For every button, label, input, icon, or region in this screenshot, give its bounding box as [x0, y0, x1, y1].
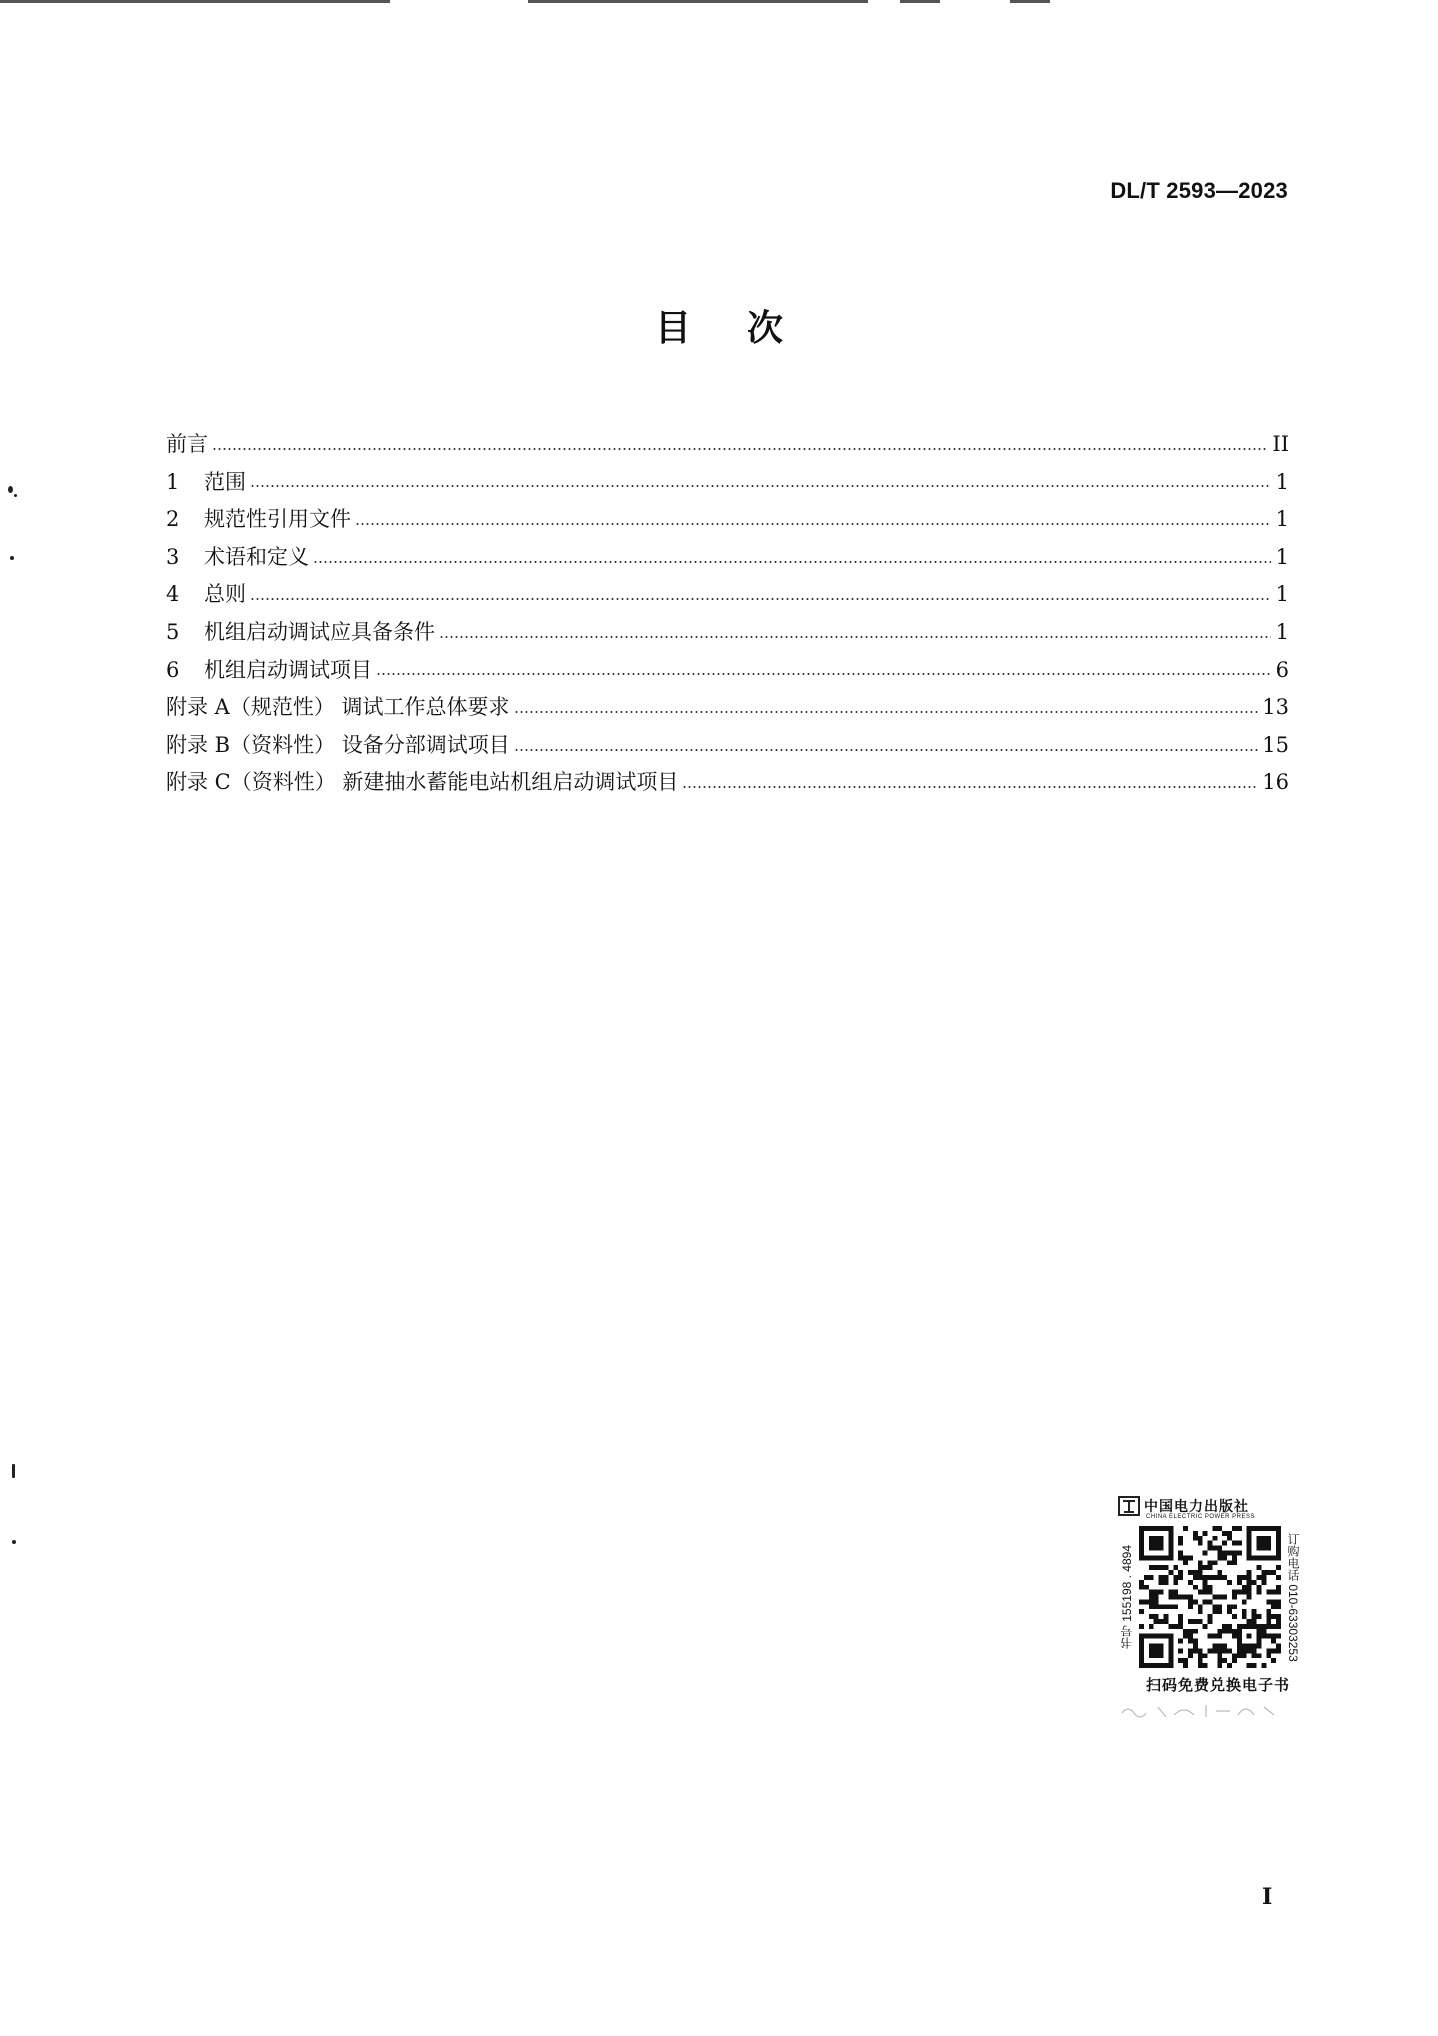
publisher-logo	[1118, 1496, 1318, 1516]
publisher-name: 中国电力出版社	[1144, 1499, 1249, 1515]
toc-entry-label: 机组启动调试应具备条件	[204, 619, 435, 644]
scan-artifact-line	[0, 0, 390, 3]
scan-artifact-line	[900, 0, 940, 3]
toc-entry-page: 15	[1262, 732, 1289, 757]
toc-entry-label: 附录 C（资料性） 新建抽水蓄能电站机组启动调试项目	[166, 770, 679, 795]
toc-dot-leader	[682, 786, 1258, 788]
order-hotline: 订购电话 010-63303253	[1286, 1532, 1300, 1662]
toc-dot-leader	[514, 749, 1258, 751]
qr-caption: 扫码免费兑换电子书	[1145, 1676, 1290, 1694]
toc-entry-label: 附录 B（资料性） 设备分部调试项目	[166, 732, 510, 757]
toc-entry-label: 总则	[204, 582, 246, 607]
toc-entry-label: 规范性引用文件	[204, 507, 351, 532]
toc-entry-page: 1	[1275, 544, 1289, 569]
toc-entry-number: 4	[166, 582, 180, 607]
publisher-emblem-icon	[1118, 1496, 1140, 1516]
qr-row	[1118, 1526, 1318, 1668]
standard-code: DL/T 2593—2023	[1110, 178, 1288, 203]
toc-entry-page: 13	[1262, 695, 1289, 720]
toc-entry[interactable]	[166, 652, 1289, 690]
scan-speck	[10, 556, 14, 560]
page-number: I	[1262, 1884, 1273, 1910]
book-number: 书号 155198 . 4894	[1120, 1544, 1134, 1650]
toc-entry-page: 6	[1275, 657, 1289, 682]
toc-entry[interactable]	[166, 501, 1289, 539]
toc-entry-page: 1	[1275, 619, 1289, 644]
qr-code[interactable]	[1139, 1526, 1281, 1668]
toc-dot-leader	[355, 523, 1271, 525]
toc-dot-leader	[439, 636, 1271, 638]
toc-dot-leader	[514, 711, 1259, 713]
toc-dot-leader	[250, 598, 1271, 600]
toc-entry[interactable]	[166, 689, 1289, 727]
toc-entry[interactable]	[166, 539, 1289, 577]
qr-panel	[1118, 1496, 1318, 1725]
toc-entry-page: 16	[1262, 770, 1289, 795]
scan-speck	[14, 494, 17, 497]
toc-entry-number: 3	[166, 544, 180, 569]
toc-dot-leader	[313, 561, 1271, 563]
scan-artifact-line	[528, 0, 868, 3]
scan-speck	[12, 1540, 16, 1544]
toc-entry-page: II	[1272, 432, 1289, 456]
scan-speck	[8, 486, 13, 493]
toc-entry-number: 2	[166, 507, 180, 532]
toc-entry-page: 1	[1275, 582, 1289, 607]
toc-entry-label: 术语和定义	[204, 544, 309, 569]
toc-dot-leader	[250, 485, 1271, 487]
toc-entry[interactable]	[166, 764, 1289, 802]
toc-entry-label: 范围	[204, 469, 246, 494]
toc-entry[interactable]	[166, 426, 1289, 464]
toc-entry[interactable]	[166, 576, 1289, 614]
toc-dot-leader	[212, 448, 1268, 450]
page-title: 目次	[654, 308, 839, 349]
publisher-english-name: CHINA ELECTRIC POWER PRESS	[1146, 1514, 1256, 1520]
toc-entry-number: 1	[166, 469, 180, 494]
toc-entry-page: 1	[1275, 507, 1289, 532]
toc-entry-label: 机组启动调试项目	[204, 657, 372, 682]
toc-entry[interactable]	[166, 614, 1289, 652]
toc-entry-number: 5	[166, 619, 180, 644]
table-of-contents	[166, 426, 1289, 802]
toc-entry-number: 6	[166, 657, 180, 682]
toc-entry-label: 前言	[166, 432, 208, 456]
scan-artifact-line	[1010, 0, 1050, 3]
toc-dot-leader	[376, 673, 1271, 675]
toc-entry[interactable]	[166, 727, 1289, 765]
faded-stamp-marks	[1118, 1701, 1288, 1721]
toc-entry[interactable]	[166, 464, 1289, 502]
toc-entry-label: 附录 A（规范性） 调试工作总体要求	[166, 695, 510, 720]
scan-speck	[12, 1464, 15, 1478]
toc-entry-page: 1	[1275, 469, 1289, 494]
